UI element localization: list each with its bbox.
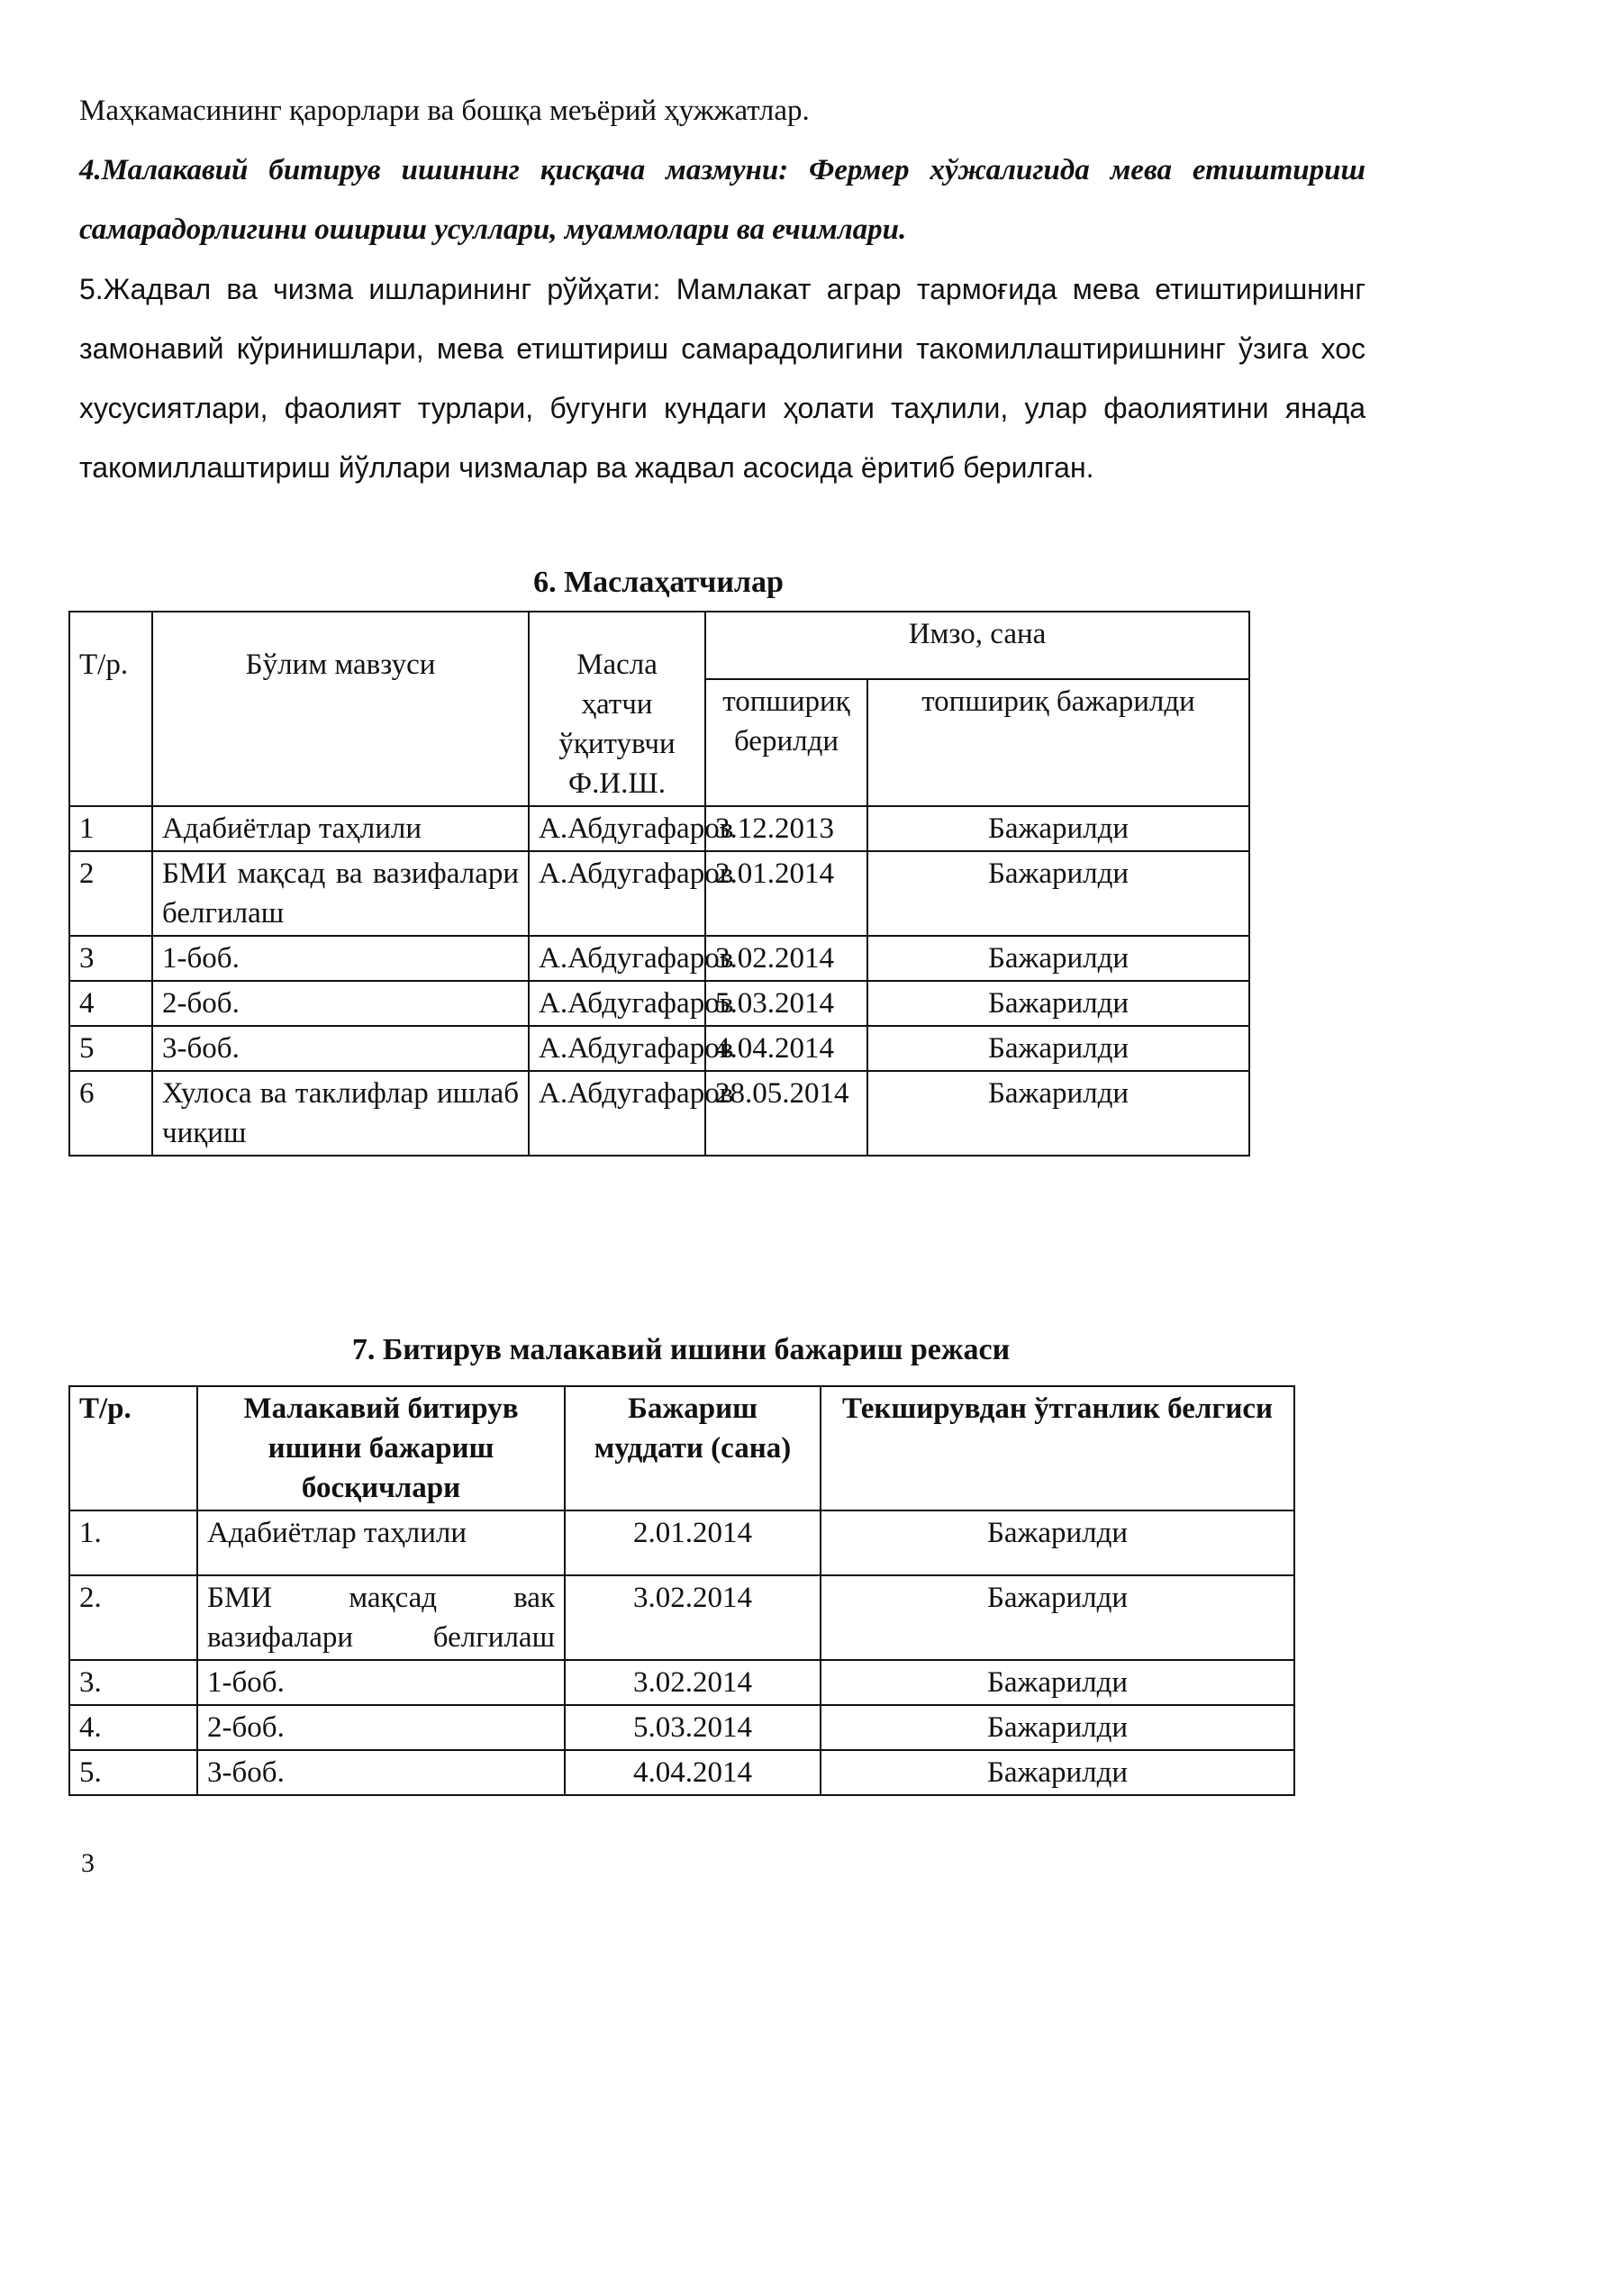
header-given: топшириқ берилди [705, 679, 867, 806]
plan-table [68, 1385, 1295, 1796]
page-number: 3 [81, 1848, 95, 1878]
table-row [69, 851, 1249, 936]
header-num: Т/р. [69, 612, 152, 806]
row-advisor: А.Абдугафаров [529, 981, 705, 1026]
table-row [69, 1705, 1294, 1750]
header-topic: Бўлим мавзуси [152, 612, 529, 806]
row-date: 3.02.2014 [705, 936, 867, 981]
row-num: 3 [69, 936, 152, 981]
row-stage: БМИ мақсад вак вазифалари белгилаш [197, 1575, 565, 1660]
table-row [69, 1750, 1294, 1795]
header-advisor: Масла ҳатчи ўқитувчи Ф.И.Ш. [529, 612, 705, 806]
row-deadline: 3.02.2014 [565, 1575, 821, 1660]
table-row [69, 1071, 1249, 1156]
header-num: Т/р. [69, 1386, 197, 1510]
row-status: Бажарилди [867, 1026, 1249, 1071]
row-stage: 3-боб. [197, 1750, 565, 1795]
row-status: Бажарилди [867, 1071, 1249, 1156]
advisors-header-row [69, 612, 1249, 679]
row-stage: Адабиётлар таҳлили [197, 1510, 565, 1575]
header-signature: Имзо, сана [705, 612, 1249, 679]
table-row [69, 806, 1249, 851]
row-num: 4. [69, 1705, 197, 1750]
row-date: 2.01.2014 [705, 851, 867, 936]
row-topic: 2-боб. [152, 981, 529, 1026]
row-stage: 1-боб. [197, 1660, 565, 1705]
table-row [69, 1026, 1249, 1071]
header-deadline: Бажариш муддати (сана) [565, 1386, 821, 1510]
row-mark: Бажарилди [821, 1575, 1294, 1660]
row-advisor: А.Абдугафаров [529, 1026, 705, 1071]
plan-header-row [69, 1386, 1294, 1510]
row-deadline: 4.04.2014 [565, 1750, 821, 1795]
paragraph-5: 5.Жадвал ва чизма ишларининг рўйҳати: Мамлакат аграр тармоғида мева етиштиришнинг замонавий кўринишлари, мева етиштириш самарадолигини такомиллаштиришнинг ўзига хос хусусиятлари, фаолият турлари, бугунги кундаги ҳолати таҳлили, улар фаолиятини янада такомиллаштириш йўллари чизмалар ва жадвал асосида ёритиб берилган. [79, 273, 1365, 484]
table-row [69, 936, 1249, 981]
row-status: Бажарилди [867, 936, 1249, 981]
row-mark: Бажарилди [821, 1510, 1294, 1575]
row-date: 5.03.2014 [705, 981, 867, 1026]
advisors-table [68, 611, 1250, 1157]
row-advisor: А.Абдугафаров [529, 851, 705, 936]
row-topic: Адабиётлар таҳлили [152, 806, 529, 851]
row-num: 2 [69, 851, 152, 936]
row-stage: 2-боб. [197, 1705, 565, 1750]
row-advisor: А.Абдугафаров [529, 1071, 705, 1156]
row-topic: Хулоса ва таклифлар ишлаб чиқиш [152, 1071, 529, 1156]
row-deadline: 3.02.2014 [565, 1660, 821, 1705]
row-num: 6 [69, 1071, 152, 1156]
row-topic: 1-боб. [152, 936, 529, 981]
row-advisor: А.Абдугафаров [529, 936, 705, 981]
paragraph-4: 4.Малакавий битирув ишининг қисқача мазмуни: Фермер хўжалигида мева етиштириш самарадорлигини ошириш усуллари, муаммолари ва ечимлари. [79, 154, 1365, 246]
row-deadline: 5.03.2014 [565, 1705, 821, 1750]
row-num: 4 [69, 981, 152, 1026]
header-mark: Текширувдан ўтганлик белгиси [821, 1386, 1294, 1510]
row-num: 3. [69, 1660, 197, 1705]
row-date: 28.05.2014 [705, 1071, 867, 1156]
advisors-heading: 6. Маслаҳатчилар [533, 566, 784, 599]
header-stage: Малакавий битирув ишини бажариш босқичлари [197, 1386, 565, 1510]
row-mark: Бажарилди [821, 1750, 1294, 1795]
row-advisor: А.Абдугафаров [529, 806, 705, 851]
row-deadline: 2.01.2014 [565, 1510, 821, 1575]
row-status: Бажарилди [867, 981, 1249, 1026]
row-num: 5. [69, 1750, 197, 1795]
row-num: 1. [69, 1510, 197, 1575]
table-row [69, 1660, 1294, 1705]
table-row [69, 1575, 1294, 1660]
row-status: Бажарилди [867, 851, 1249, 936]
table-row [69, 981, 1249, 1026]
paragraph-1: Маҳкамасининг қарорлари ва бошқа меъёрий ҳужжатлар. [79, 95, 810, 127]
plan-heading: 7. Битирув малакавий ишини бажариш режаси [351, 1333, 1011, 1366]
row-num: 2. [69, 1575, 197, 1660]
row-status: Бажарилди [867, 806, 1249, 851]
row-date: 4.04.2014 [705, 1026, 867, 1071]
row-mark: Бажарилди [821, 1705, 1294, 1750]
table-row [69, 1510, 1294, 1575]
row-topic: БМИ мақсад ва вазифалари белгилаш [152, 851, 529, 936]
row-num: 1 [69, 806, 152, 851]
row-topic: 3-боб. [152, 1026, 529, 1071]
row-mark: Бажарилди [821, 1660, 1294, 1705]
row-num: 5 [69, 1026, 152, 1071]
row-date: 3.12.2013 [705, 806, 867, 851]
header-done: топшириқ бажарилди [867, 679, 1249, 806]
